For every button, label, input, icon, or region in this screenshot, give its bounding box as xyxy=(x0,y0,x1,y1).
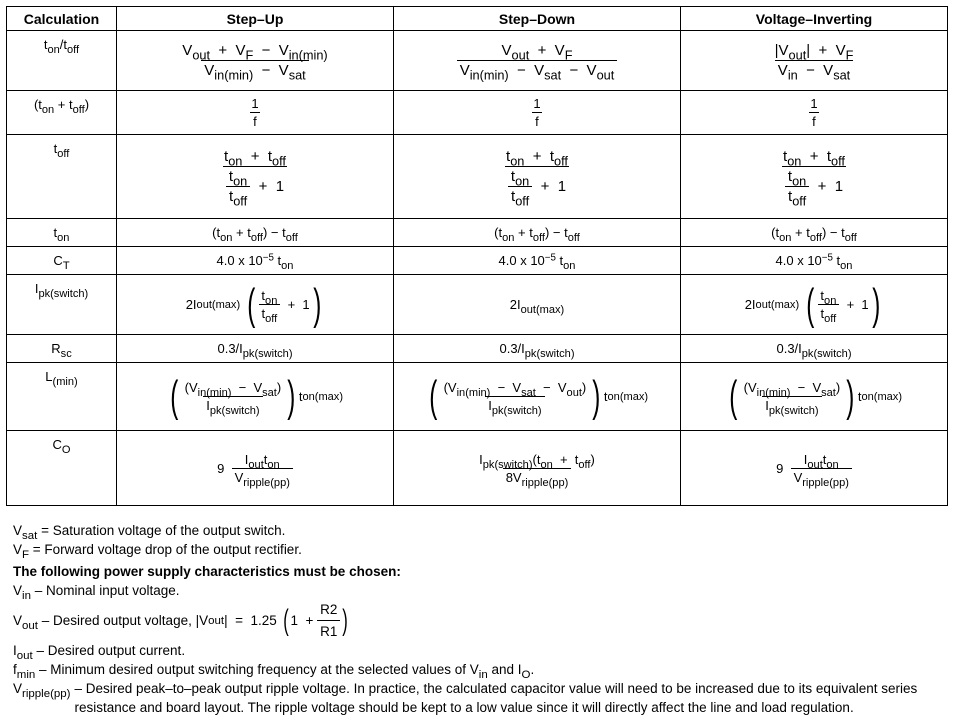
row-label-ton-toff: $t_{on}/t_{off}$ xyxy=(7,31,117,91)
note-fmin: $f_{min}$ – Minimum desired output switching frequency at the selected values of $V_{in}$ and $I_O$. xyxy=(13,662,535,682)
note-vout-text: – Desired output voltage, xyxy=(41,613,192,628)
formula-toff-step-up: $t_{on} + t_{off}$ $t_{on}$ $t_{off}$ + 1 xyxy=(117,135,394,219)
note-vripple xyxy=(13,679,943,717)
formula-toff-inverting: $t_{on} + t_{off}$ $t_{on}$ $t_{off}$ + 1 xyxy=(681,135,948,219)
note-vin xyxy=(13,581,943,603)
header-step-up: Step–Up xyxy=(117,7,394,31)
formula-period-step-up: $\frac{1}{f}$ xyxy=(117,91,394,135)
formula-ipk-inverting: 2I out(max) ( $t_{on}$ $t_{off}$ + 1 ) xyxy=(681,275,948,335)
row-label-period: $(t_{on} + t_{off})$ xyxy=(7,91,117,135)
formula-ipk-step-down: $2I_{out(max)}$ xyxy=(394,275,681,335)
note-vin-text: – Nominal input voltage. xyxy=(34,583,180,598)
formula-ct-step-up: 4.0 x $10^{-5}$ $t_{on}$ xyxy=(117,247,394,275)
row-label-rsc: $R_{sc}$ xyxy=(7,335,117,363)
table-row xyxy=(7,91,948,135)
table-row xyxy=(7,247,948,275)
formula-ton-step-down: $(t_{on} + t_{off}) - t_{off}$ xyxy=(394,219,681,247)
note-symbol: $V_F$ xyxy=(13,542,30,562)
formula-rsc-inverting: $0.3/I_{pk(switch)}$ xyxy=(681,335,948,363)
formula-lmin-step-down: ( $(V_{in(min)} - V_{sat} - V_{out})$ $I_{pk(switch)}$ ) t on(max) xyxy=(394,363,681,431)
formula-ct-step-down: 4.0 x $10^{-5}$ $t_{on}$ xyxy=(394,247,681,275)
formula-ipk-step-up: 2I out(max) ( $t_{on}$ $t_{off}$ + 1 ) xyxy=(117,275,394,335)
note-vout xyxy=(13,600,943,641)
table-row xyxy=(7,275,948,335)
formula-co-step-down: $I_{pk(switch)}(t_{on} + t_{off})$ $8V_{ripple(pp)}$ xyxy=(394,431,681,506)
formula-period-step-down: $\frac{1}{f}$ xyxy=(394,91,681,135)
row-label-ct: $C_T$ xyxy=(7,247,117,275)
row-label-toff: $t_{off}$ xyxy=(7,135,117,219)
note-symbol: $V_{in}$ xyxy=(13,583,31,603)
header-calculation: Calculation xyxy=(7,7,117,31)
note-symbol: $I_{out}$ xyxy=(13,643,33,663)
notes-section xyxy=(13,521,943,717)
note-vsat xyxy=(13,521,943,543)
formula-ton-toff-inverting: $|V_{out}| + V_F$ $V_{in} - V_{sat}$ xyxy=(681,31,948,91)
note-vripple-text: – Desired peak–to–peak output ripple voltage. In practice, the calculated capacitor value will need to be increased due to its equivalent series resistance and board layout. The ripple voltage should be kept to a low value since it will directly affect the line and load regulation. xyxy=(74,681,918,715)
note-symbol: $V_{ripple(pp)}$ xyxy=(13,681,71,701)
formula-lmin-step-up: ( $(V_{in(min)} - V_{sat})$ $I_{pk(switch)}$ ) t on(max) xyxy=(117,363,394,431)
note-symbol: $f_{min}$ xyxy=(13,662,36,682)
table-row xyxy=(7,135,948,219)
note-iout xyxy=(13,641,943,663)
table-row xyxy=(7,363,948,431)
note-vf xyxy=(13,540,943,562)
header-step-down: Step–Down xyxy=(394,7,681,31)
note-fmin-text: – Minimum desired output switching frequency at the selected values of xyxy=(39,662,466,677)
header-voltage-inverting: Voltage–Inverting xyxy=(681,7,948,31)
note-vf-text: = Forward voltage drop of the output rectifier. xyxy=(32,542,302,557)
table-row xyxy=(7,219,948,247)
table-header-row xyxy=(7,7,948,31)
formula-co-inverting: 9 $I_{out}t_{on}$ $V_{ripple(pp)}$ xyxy=(681,431,948,506)
formula-ton-inverting: $(t_{on} + t_{off}) - t_{off}$ xyxy=(681,219,948,247)
note-vsat-text: = Saturation voltage of the output switch. xyxy=(41,523,286,538)
note-symbol: $V_{out}$ xyxy=(13,613,38,633)
formula-ton-toff-step-down: $V_{out} + V_F$ $V_{in(min)} - V_{sat} - V_{out}$ xyxy=(394,31,681,91)
table-row xyxy=(7,335,948,363)
notes-heading: The following power supply characteristics must be chosen: xyxy=(13,564,401,579)
formula-rsc-step-up: $0.3/I_{pk(switch)}$ xyxy=(117,335,394,363)
calculation-table xyxy=(6,6,948,506)
table-row xyxy=(7,431,948,506)
row-label-lmin: $L_{(min)}$ xyxy=(7,363,117,431)
formula-toff-step-down: $t_{on} + t_{off}$ $t_{on}$ $t_{off}$ + 1 xyxy=(394,135,681,219)
note-fmin-and: and xyxy=(491,662,514,677)
table-row xyxy=(7,31,948,91)
note-iout-text: – Desired output current. xyxy=(36,643,186,658)
row-label-ton: $t_{on}$ xyxy=(7,219,117,247)
formula-ct-inverting: 4.0 x $10^{-5}$ $t_{on}$ xyxy=(681,247,948,275)
formula-ton-toff-step-up: $V_{out} + V_F - V_{in(min)}$ $V_{in(min)} - V_{sat}$ xyxy=(117,31,394,91)
formula-ton-step-up: $(t_{on} + t_{off}) - t_{off}$ xyxy=(117,219,394,247)
row-label-ipk: $I_{pk(switch)}$ xyxy=(7,275,117,335)
formula-rsc-step-down: $0.3/I_{pk(switch)}$ xyxy=(394,335,681,363)
row-label-co: $C_O$ xyxy=(7,431,117,506)
formula-co-step-up: 9 $I_{out}t_{on}$ $V_{ripple(pp)}$ xyxy=(117,431,394,506)
note-symbol: $V_{sat}$ xyxy=(13,523,38,543)
vout-formula: |V out | = 1.25 ( 1 + R2 R1 ) xyxy=(195,602,349,639)
formula-lmin-inverting: ( $(V_{in(min)} - V_{sat})$ $I_{pk(switch)}$ ) t on(max) xyxy=(681,363,948,431)
formula-period-inverting: $\frac{1}{f}$ xyxy=(681,91,948,135)
